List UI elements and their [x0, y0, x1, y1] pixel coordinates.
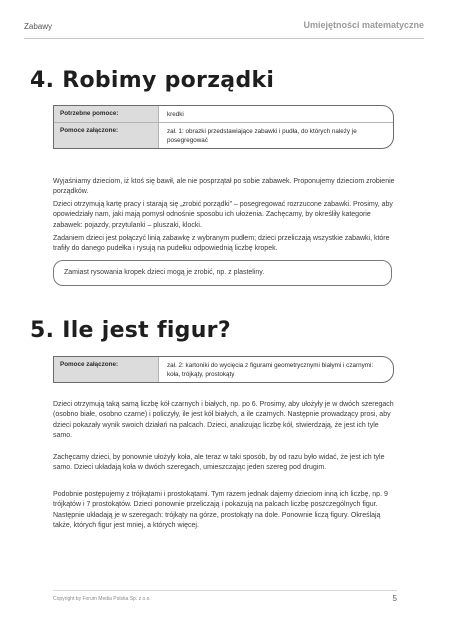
- section-5-paragraph: Podobnie postępujemy z trójkątami i prostokątami. Tym razem jednak dajemy dzieciom inną ich liczbę, np. 9 trójkątów i 7 prostokątów. Dzieci ponownie przeliczają i pokazują na palcach liczbę poszczególnych figur. Następnie układają je w szeregach: trójkąty na górze, prostokąty na dole. Ponownie liczą figury. Określają także, których figur jest mniej, a których więcej.: [53, 491, 388, 530]
- page-number: 5: [392, 594, 397, 603]
- running-header: [24, 16, 424, 39]
- section-4-paragraph: Dzieci otrzymują kartę pracy i starają się „zrobić porządki” – posegregować rozrzucone zabawki. Prosimy, aby opowiedziały nam, jaki mają pomysł odnośnie sposobu ich ułożenia. Zachęcamy, by określiły kategorie zabawek: pojazdy, przytulanki – pluszaki, klocki.: [53, 201, 393, 229]
- header-book-title: Umiejętności matematyczne: [303, 20, 424, 30]
- info-value: zał. 1: obrazki przedstawiające zabawki i pudła, do których należy je posegregować: [158, 123, 393, 148]
- section-4-info-table: [53, 105, 394, 149]
- info-row: [54, 106, 393, 122]
- info-row: [54, 357, 393, 382]
- section-5-title: 5. Ile jest figur?: [30, 318, 231, 343]
- header-chapter: Zabawy: [24, 22, 53, 31]
- section-4-paragraph: Wyjaśniamy dzieciom, iż ktoś się bawił, ale nie posprzątał po sobie zabawek. Proponujemy dzieciom zrobienie porządków.: [53, 178, 395, 196]
- info-label: Pomoce załączone:: [54, 357, 158, 382]
- copyright-text: Copyright by Forum Media Polska Sp. z o.o.: [53, 596, 151, 602]
- page-footer: [53, 590, 397, 605]
- info-value: kredki: [158, 106, 393, 122]
- section-4-note-box: Zamiast rysowania kropek dzieci mogą je zrobić, np. z plasteliny.: [53, 260, 392, 286]
- info-value: zał. 2: kartoniki do wycięcia z figurami geometrycznymi białymi i czarnymi: koła, trójkąty, prostokąty: [158, 357, 393, 382]
- section-5-info-table: [53, 356, 394, 383]
- section-4-title: 4. Robimy porządki: [30, 68, 275, 93]
- info-row: [54, 122, 393, 148]
- info-label: Potrzebne pomoce:: [54, 106, 158, 122]
- section-4-paragraph: Zadaniem dzieci jest połączyć linią zabawkę z wybranym pudłem; dzieci przeliczają wszystkie zabawki, które trafiły do danego pudełka i rysują na pudełku odpowiednią liczbę kropek.: [53, 235, 390, 253]
- section-5-paragraph: Dzieci otrzymują taką samą liczbę kół czarnych i białych, np. po 6. Prosimy, aby ułożyły je w dwóch szeregach (osobno białe, osobno czarne) i policzyły, ile jest kół białych, a ile czarnych. Następnie prowadzący prosi, aby dzieci pokazały wynik swoich działań na palcach. Dzieci, analizując liczbę kół, stwierdzają, że jest ich tyle samo.: [53, 401, 394, 440]
- section-5-paragraph: Zachęcamy dzieci, by ponownie ułożyły koła, ale teraz w taki sposób, by od razu było widać, że jest ich tyle samo. Dzieci układają koła w dwóch szeregach, umieszczając jeden szereg pod drugim.: [53, 454, 385, 472]
- info-label: Pomoce załączone:: [54, 123, 158, 148]
